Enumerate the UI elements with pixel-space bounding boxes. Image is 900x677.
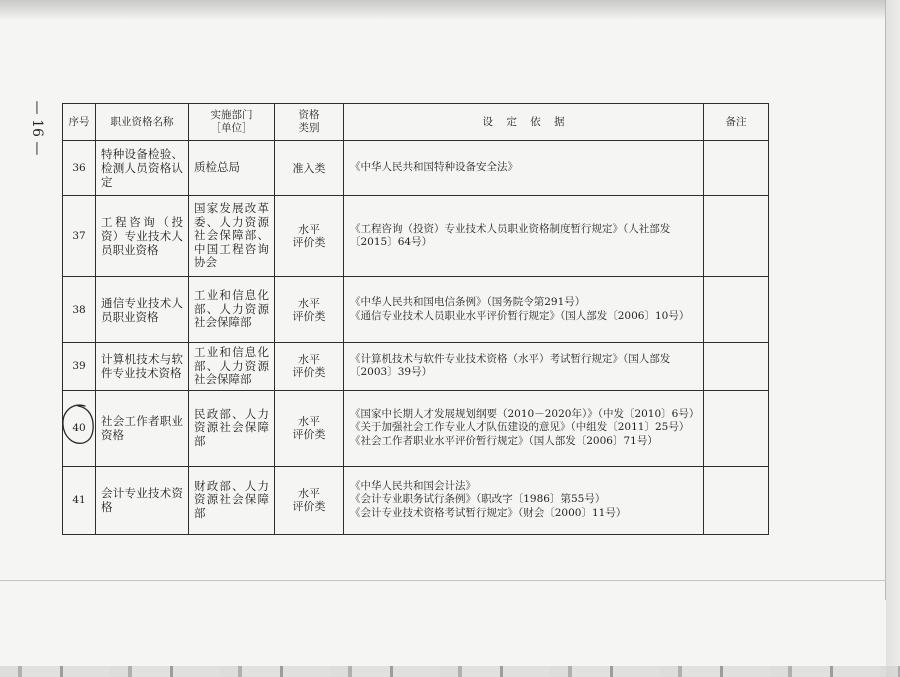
basis-line: 《中华人民共和国会计法》	[350, 479, 476, 492]
basis-line: 《计算机技术与软件专业技术资格（水平）考试暂行规定》（国人部发〔2003〕39号）	[350, 352, 671, 379]
cell-category: 水平 评价类	[275, 277, 344, 343]
cell-dept: 工业和信息化部、人力资源社会保障部	[189, 343, 275, 391]
cell-category: 水平 评价类	[275, 196, 344, 277]
basis-line: 《国家中长期人才发展规划纲要（2010－2020年）》（中发〔2010〕6号）	[350, 407, 700, 420]
cell-name: 通信专业技术人员职业资格	[96, 277, 189, 343]
scan-fold-line	[0, 580, 886, 581]
header-category: 资格 类别	[275, 104, 344, 141]
cell-remarks	[704, 343, 769, 391]
cell-name: 会计专业技术资格	[96, 466, 189, 534]
basis-line: 《会计专业职务试行条例》（职改字〔1986〕第55号）	[350, 493, 606, 506]
basis-line: 《会计专业技术资格考试暂行规定》（财会〔2000〕11号）	[350, 506, 627, 519]
cell-basis	[344, 141, 704, 196]
scan-right-shade	[886, 0, 900, 677]
basis-line: 《关于加强社会工作专业人才队伍建设的意见》（中组发〔2011〕25号）	[350, 421, 690, 434]
cell-seq: 39	[63, 343, 96, 391]
cell-category: 水平 评价类	[275, 466, 344, 534]
header-remarks: 备注	[704, 104, 769, 141]
cell-dept: 民政部、人力资源社会保障部	[189, 390, 275, 466]
cell-basis	[344, 277, 704, 343]
basis-line: 《中华人民共和国特种设备安全法》	[350, 161, 518, 174]
cell-category: 水平 评价类	[275, 343, 344, 391]
cell-remarks	[704, 196, 769, 277]
cell-name: 计算机技术与软件专业技术资格	[96, 343, 189, 391]
cell-dept: 质检总局	[189, 141, 275, 196]
scan-top-shadow	[0, 0, 900, 20]
cell-name: 工程咨询（投资）专业技术人员职业资格	[96, 196, 189, 277]
scan-bottom-edge	[0, 666, 900, 677]
cell-name: 社会工作者职业资格	[96, 390, 189, 466]
header-dept: 实施部门 ［单位］	[189, 104, 275, 141]
table-header-row	[63, 104, 769, 141]
cell-seq: 38	[63, 277, 96, 343]
header-basis: 设 定 依 据	[344, 104, 704, 141]
table-row	[63, 466, 769, 534]
cell-dept: 工业和信息化部、人力资源社会保障部	[189, 277, 275, 343]
table-row	[63, 277, 769, 343]
cell-seq: 41	[63, 466, 96, 534]
table-row	[63, 343, 769, 391]
basis-line: 《通信专业技术人员职业水平评价暂行规定》（国人部发〔2006〕10号）	[350, 309, 690, 322]
cell-basis	[344, 196, 704, 277]
cell-basis	[344, 390, 704, 466]
scan-page-edge	[885, 0, 886, 600]
cell-category: 水平 评价类	[275, 390, 344, 466]
cell-dept: 财政部、人力资源社会保障部	[189, 466, 275, 534]
handwritten-circle-stroke	[63, 405, 93, 443]
table-row	[63, 141, 769, 196]
cell-name: 特种设备检验、检测人员资格认定	[96, 141, 189, 196]
table-row	[63, 196, 769, 277]
basis-line: 《社会工作者职业水平评价暂行规定》（国人部发〔2006〕71号）	[350, 434, 658, 447]
cell-seq: 36	[63, 141, 96, 196]
cell-remarks	[704, 390, 769, 466]
cell-seq: 40	[63, 390, 96, 466]
basis-line: 《中华人民共和国电信条例》（国务院令第291号）	[350, 296, 586, 308]
basis-line: 《工程咨询（投资）专业技术人员职业资格制度暂行规定》（人社部发〔2015〕64号）	[350, 222, 671, 248]
cell-remarks	[704, 141, 769, 196]
table-row	[63, 390, 769, 466]
cell-category: 准入类	[275, 141, 344, 196]
handwritten-circle-mark	[58, 400, 98, 448]
cell-seq: 37	[63, 196, 96, 277]
header-name: 职业资格名称	[96, 104, 189, 141]
cell-remarks	[704, 466, 769, 534]
cell-remarks	[704, 277, 769, 343]
cell-basis	[344, 466, 704, 534]
page-number: — 16 —	[29, 100, 45, 156]
header-seq: 序号	[63, 104, 96, 141]
cell-dept: 国家发展改革委、人力资源社会保障部、中国工程咨询协会	[189, 196, 275, 277]
cell-basis	[344, 343, 704, 391]
qualification-table	[62, 103, 769, 535]
